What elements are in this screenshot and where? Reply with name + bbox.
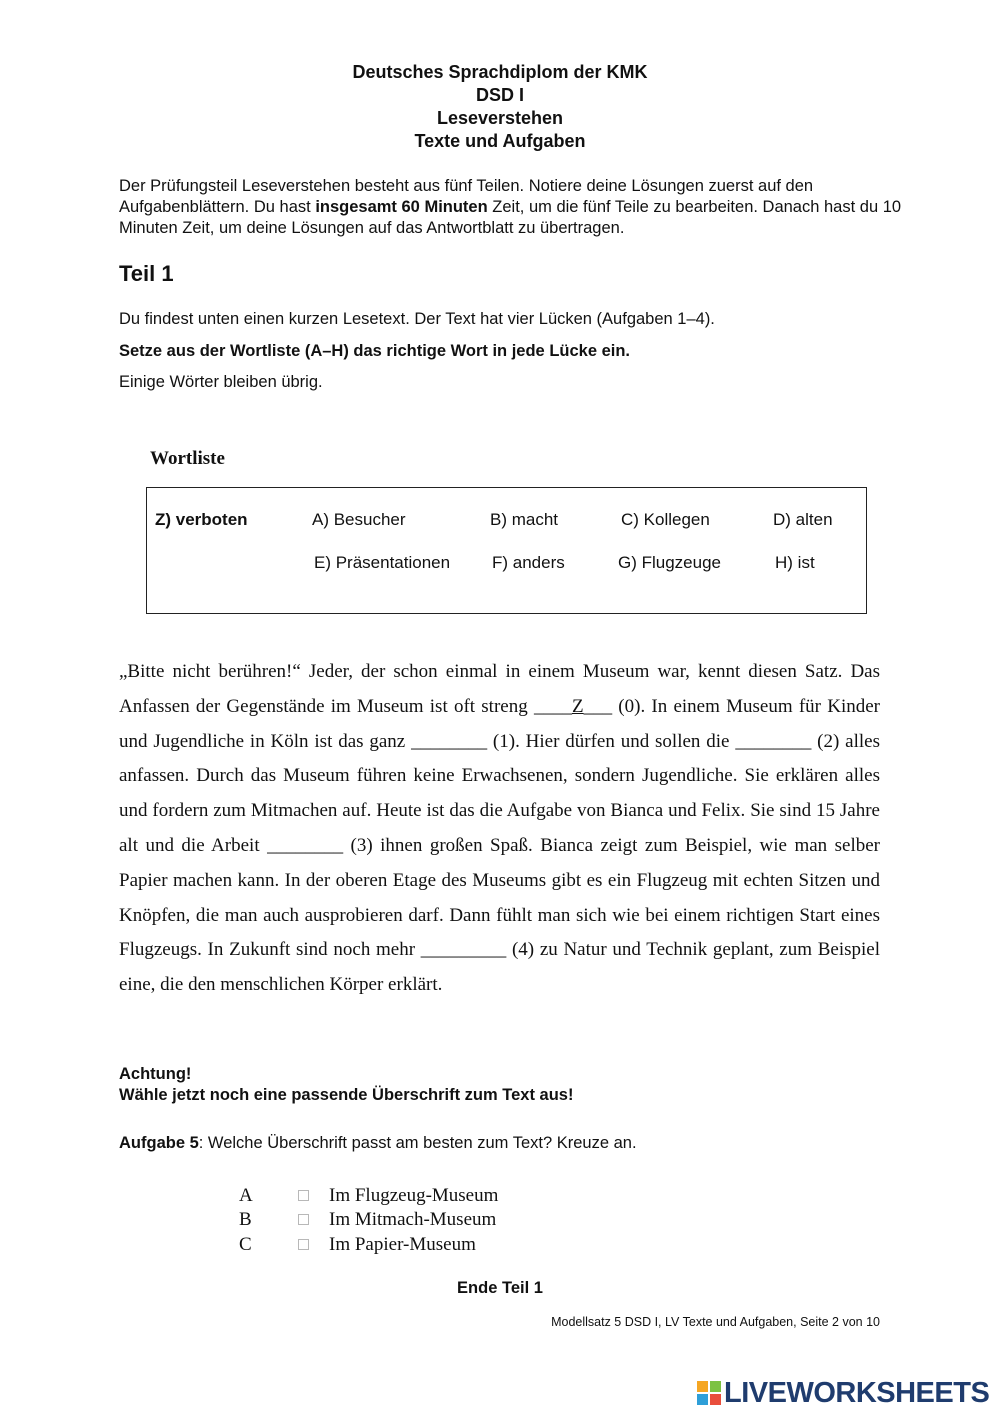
option-c[interactable]: [239, 1234, 539, 1258]
reading-text-part: „Bitte nicht berühren!“ Jeder, der schon einmal in einem Museum war, kennt diesen Satz. Das Anfassen der Gegenstände im Museum ist oft streng: [119, 661, 880, 717]
gap-0: [534, 696, 612, 717]
liveworksheets-logo-icon: [697, 1381, 721, 1405]
option-label: Im Flugzeug-Museum: [329, 1185, 499, 1206]
reading-text-part: (0). In einem Museum für Kinder und Jugendliche in Köln ist das ganz: [119, 695, 880, 752]
achtung-notice: [119, 1064, 573, 1106]
wortliste-item: C) Kollegen: [621, 510, 710, 529]
wortliste-item: H) ist: [775, 553, 815, 572]
wortliste-item: F) anders: [492, 553, 565, 572]
header-section: Leseverstehen: [436, 108, 564, 128]
reading-text: [119, 655, 880, 1003]
section-end: Ende Teil 1: [457, 1279, 543, 1297]
wortliste-box: [146, 487, 867, 614]
gap-0-line: ___: [583, 695, 613, 717]
wortliste-item: B) macht: [490, 510, 559, 529]
achtung-instruction: Wähle jetzt noch eine passende Überschrift zum Text aus!: [119, 1086, 574, 1104]
option-letter: B: [239, 1209, 252, 1230]
document-header: [0, 61, 1000, 153]
aufgabe-5-text: : Welche Überschrift passt am besten zum Text? Kreuze an.: [198, 1134, 637, 1152]
option-letter: A: [239, 1185, 253, 1206]
gap-4-input[interactable]: _________: [420, 939, 507, 961]
intro-bold: insgesamt 60 Minuten: [315, 198, 488, 216]
reading-text-part: (1). Hier dürfen und sollen die: [487, 730, 736, 752]
intro-text-2: Zeit, um die fünf Teile zu bearbeiten. Danach hast du 10 Minuten Zeit, um deine Lösungen auf das Antwortblatt zu übertragen.: [119, 198, 902, 237]
header-title: Deutsches Sprachdiplom der KMK: [352, 62, 648, 82]
checkbox-icon[interactable]: [298, 1214, 309, 1225]
wortliste-title: Wortliste: [150, 448, 225, 469]
instruction-line-3: Einige Wörter bleiben übrig.: [119, 373, 323, 391]
intro-text-1: Der Prüfungsteil Leseverstehen besteht aus fünf Teilen. Notiere deine Lösungen zuerst auf den Aufgabenblättern. Du hast: [119, 177, 814, 216]
gap-1-input[interactable]: ________: [411, 730, 488, 752]
header-subtitle: Texte und Aufgaben: [414, 131, 586, 151]
page-footer: Modellsatz 5 DSD I, LV Texte und Aufgaben, Seite 2 von 10: [551, 1315, 880, 1329]
wortliste-item: G) Flugzeuge: [618, 553, 721, 572]
wortliste-item: E) Präsentationen: [314, 553, 451, 572]
option-label: Im Mitmach-Museum: [329, 1209, 497, 1230]
section-heading: Teil 1: [119, 261, 174, 286]
brand-name: LIVEWORKSHEETS: [724, 1377, 990, 1409]
option-label: Im Papier-Museum: [329, 1234, 476, 1255]
wortliste-example: Z) verboten: [155, 510, 248, 529]
checkbox-icon[interactable]: [298, 1239, 309, 1250]
gap-0-line: ____: [533, 695, 572, 717]
checkbox-icon[interactable]: [298, 1190, 309, 1201]
gap-0-answer: Z: [571, 695, 584, 717]
achtung-title: Achtung!: [119, 1065, 192, 1083]
gap-2-input[interactable]: ________: [735, 730, 812, 752]
option-letter: C: [239, 1234, 252, 1255]
intro-paragraph: [119, 176, 909, 239]
aufgabe-5-label: Aufgabe 5: [119, 1134, 199, 1152]
reading-text-part: (2) alles anfassen. Durch das Museum führen keine Erwachsenen, sondern Jugendliche. Sie erklären alles und fordern zum Mitmachen auf. Heute ist das die Aufgabe von Bianca und Felix. Sie sind 15 Jahre alt und die Arbeit: [119, 730, 880, 856]
reading-text-part: (4) zu Natur und Technik geplant, zum Beispiel eine, die den menschlichen Körper erklärt.: [119, 939, 880, 996]
option-a[interactable]: [239, 1185, 539, 1209]
wortliste-item: D) alten: [773, 510, 833, 529]
instruction-line-1: Du findest unten einen kurzen Lesetext. Der Text hat vier Lücken (Aufgaben 1–4).: [119, 310, 715, 328]
aufgabe-5-question: [119, 1134, 637, 1153]
option-b[interactable]: [239, 1209, 539, 1233]
gap-3-input[interactable]: ________: [267, 834, 344, 856]
header-level: DSD I: [475, 85, 524, 105]
reading-text-part: (3) ihnen großen Spaß. Bianca zeigt zum Beispiel, wie man selber Papier machen kann. In der oberen Etage des Museums gibt es ein Flugzeug mit echten Sitzen und Knöpfen, die man auch ausprobieren darf. Dann fühlt man sich wie bei einem richtigen Start eines Flugzeugs. In Zukunft sind noch mehr: [119, 834, 880, 961]
wortliste-item: A) Besucher: [312, 510, 406, 529]
instruction-line-2: Setze aus der Wortliste (A–H) das richtige Wort in jede Lücke ein.: [119, 342, 631, 360]
